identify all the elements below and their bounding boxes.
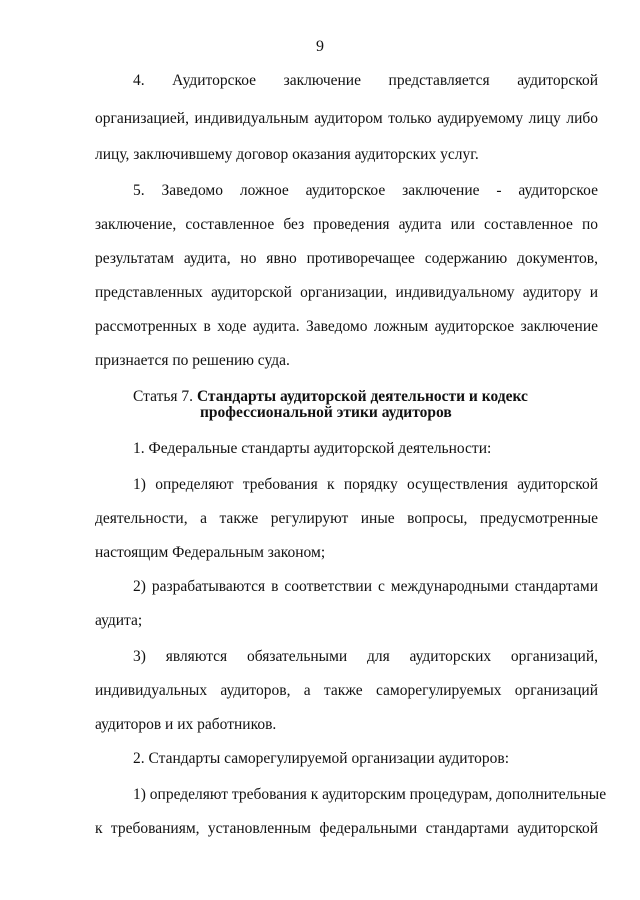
clause-1-item-1-line-1: 1) определяют требования к порядку осуществления аудиторской xyxy=(133,476,598,493)
clause-2-heading: 2. Стандарты саморегулируемой организации аудиторов: xyxy=(133,750,510,767)
clause-1-item-2-line-1: 2) разрабатываются в соответствии с международными стандартами xyxy=(133,578,598,595)
article-title-line-1: Стандарты аудиторской деятельности и кодекс xyxy=(196,388,528,405)
clause-2-item-1-line-2: к требованиям, установленным федеральными стандартами аудиторской xyxy=(95,820,598,837)
paragraph-5-line-2: заключение, составленное без проведения аудита или составленное по xyxy=(95,216,598,233)
article-title-line-2: профессиональной этики аудиторов xyxy=(200,404,452,421)
paragraph-5-line-5: рассмотренных в ходе аудита. Заведомо ложным аудиторское заключение xyxy=(95,318,598,335)
clause-1-item-3-line-2: индивидуальных аудиторов, а также саморегулируемых организаций xyxy=(95,682,598,699)
paragraph-5-line-4: представленных аудиторской организации, индивидуальному аудитору и xyxy=(95,284,598,301)
paragraph-5-line-1: 5. Заведомо ложное аудиторское заключение - аудиторское xyxy=(133,182,598,199)
clause-1-item-1-line-2: деятельности, а также регулируют иные вопросы, предусмотренные xyxy=(95,510,598,527)
paragraph-5-line-6: признается по решению суда. xyxy=(95,352,290,369)
clause-1-item-2-line-2: аудита; xyxy=(95,612,143,629)
paragraph-4-line-3: лицу, заключившему договор оказания аудиторских услуг. xyxy=(95,146,479,163)
clause-1-item-1-line-3: настоящим Федеральным законом; xyxy=(95,544,326,561)
clause-2-item-1-line-1: 1) определяют требования к аудиторским процедурам, дополнительные xyxy=(133,786,607,803)
paragraph-4-line-1: 4. Аудиторское заключение представляется аудиторской xyxy=(133,72,598,89)
clause-1-item-3-line-3: аудиторов и их работников. xyxy=(95,716,277,733)
paragraph-5-line-3: результатам аудита, но явно противоречащее содержанию документов, xyxy=(95,250,598,267)
clause-1-heading: 1. Федеральные стандарты аудиторской деятельности: xyxy=(133,440,492,457)
clause-1-item-3-line-1: 3) являются обязательными для аудиторских организаций, xyxy=(133,648,598,665)
article-prefix: Статья 7. xyxy=(133,388,194,405)
page-number: 9 xyxy=(316,38,324,55)
paragraph-4-line-2: организацией, индивидуальным аудитором только аудируемому лицу либо xyxy=(95,110,598,127)
